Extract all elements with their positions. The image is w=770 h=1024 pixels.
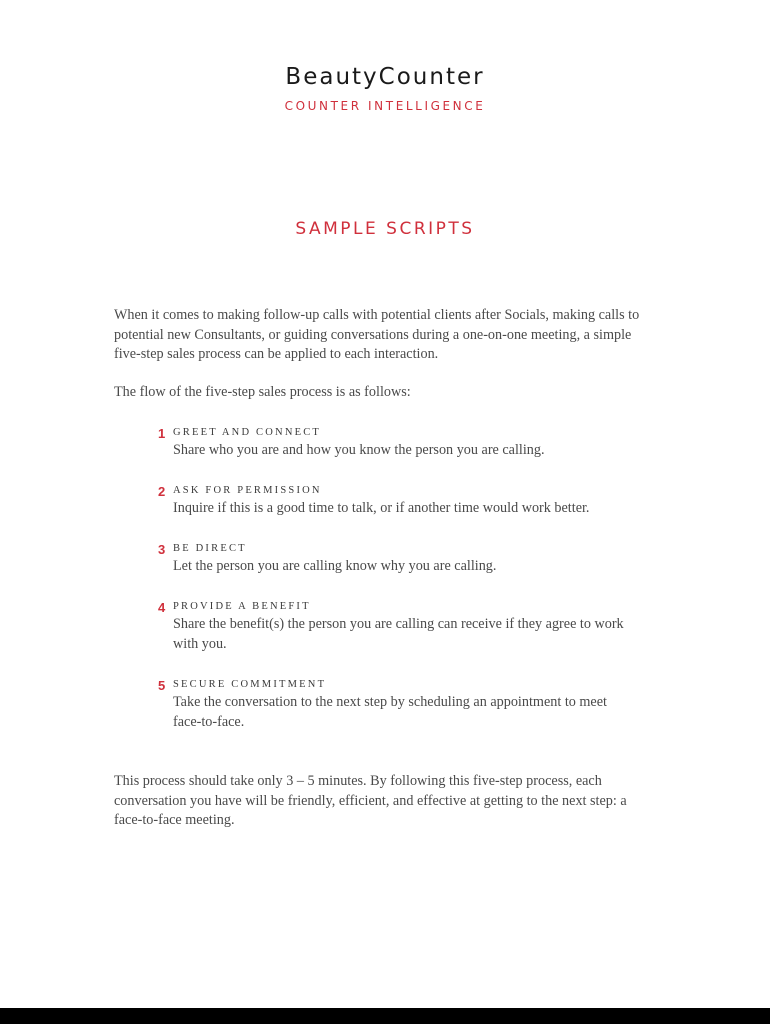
brand-logo: BeautyCounter xyxy=(285,64,485,90)
step-heading: BE DIRECT xyxy=(173,543,247,554)
intro-paragraph: When it comes to making follow-up calls with potential clients after Socials, making calls to potential new Consultants, or guiding conversations during a one-on-one meeting, a simple five-step sales process can be applied to each interaction. xyxy=(114,307,640,362)
step-description: Take the conversation to the next step by scheduling an appointment to meet face-to-face. xyxy=(173,694,607,730)
step-heading: SECURE COMMITMENT xyxy=(173,679,327,690)
step-description: Let the person you are calling know why you are calling. xyxy=(173,558,497,574)
step-heading: GREET AND CONNECT xyxy=(173,427,322,438)
step-heading: ASK FOR PERMISSION xyxy=(173,485,322,496)
closing-paragraph: This process should take only 3 – 5 minutes. By following this five-step process, each conversation you have will be friendly, efficient, and effective at getting to the next step: a face-to-face meeting. xyxy=(114,773,627,828)
page-title: SAMPLE SCRIPTS xyxy=(295,219,475,239)
step-description: Share the benefit(s) the person you are calling can receive if they agree to work with you. xyxy=(173,616,624,652)
step-number: 2 xyxy=(158,484,166,499)
brand-tagline: COUNTER INTELLIGENCE xyxy=(284,99,486,113)
step-number: 5 xyxy=(158,678,166,693)
flow-intro: The flow of the five-step sales process is as follows: xyxy=(114,384,411,400)
step-heading: PROVIDE A BENEFIT xyxy=(173,601,311,612)
step-number: 3 xyxy=(158,542,166,557)
step-number: 1 xyxy=(158,426,166,441)
step-description: Inquire if this is a good time to talk, or if another time would work better. xyxy=(173,500,590,516)
step-number: 4 xyxy=(158,600,166,615)
bottom-bar xyxy=(0,1008,770,1024)
step-description: Share who you are and how you know the person you are calling. xyxy=(173,442,545,458)
